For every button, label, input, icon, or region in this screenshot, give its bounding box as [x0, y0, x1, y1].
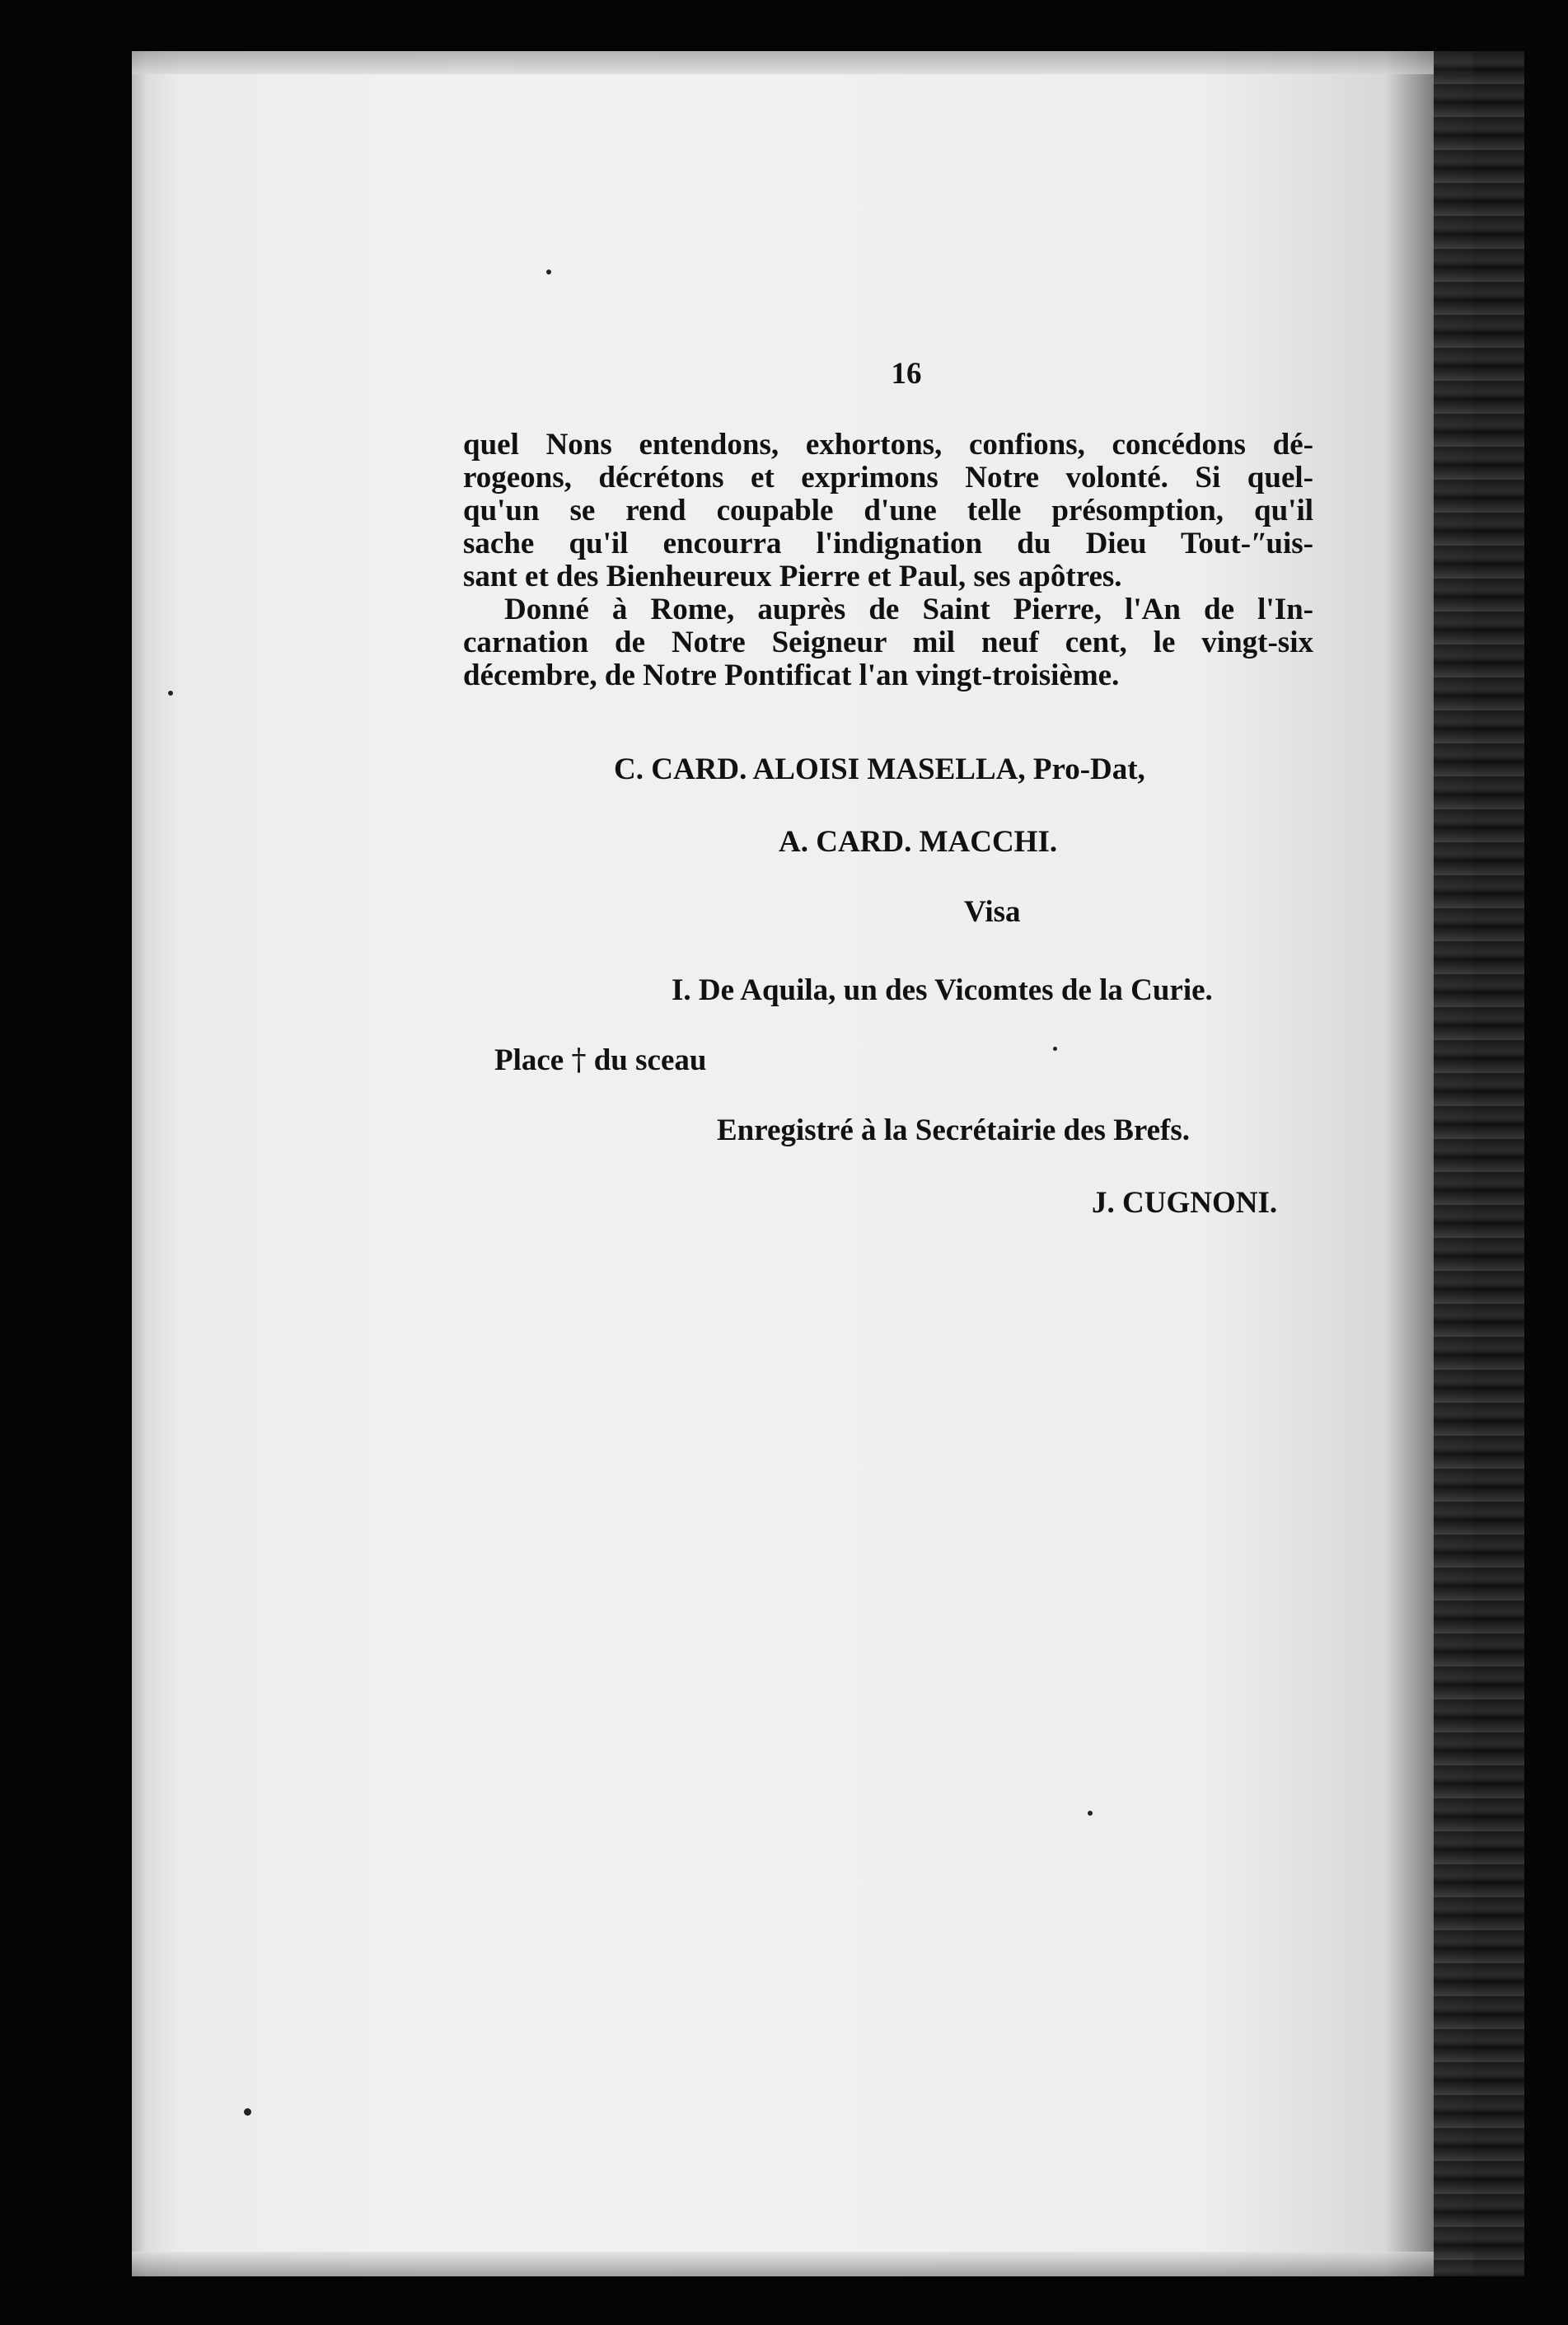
seal-suffix: du sceau [593, 1043, 707, 1077]
paragraph-closing-clause [463, 429, 1313, 593]
visa-label: Visa [964, 895, 1021, 929]
signature-cardinal-masella: C. CARD. ALOISI MASELLA, Pro-Dat, [614, 752, 1145, 786]
text-line: qu'un se rend coupable d'une telle présomption, qu'il [463, 495, 1313, 527]
signature-cardinal-macchi: A. CARD. MACCHI. [779, 825, 1058, 859]
text-line: rogeons, décrétons et exprimons Notre volonté. Si quel- [463, 462, 1313, 495]
cross-icon: † [571, 1043, 587, 1077]
paragraph-dating-clause [463, 593, 1313, 692]
seal-placement [494, 1043, 706, 1078]
text-line: décembre, de Notre Pontificat l'an vingt-troisième. [463, 659, 1120, 692]
text-line: quel Nons entendons, exhortons, confions, concédons dé- [463, 429, 1313, 462]
visa-signatory: I. De Aquila, un des Vicomtes de la Curie. [672, 973, 1213, 1007]
page-number: 16 [891, 357, 922, 391]
text-line: sache qu'il encourra l'indignation du Dieu Tout-ʺuis- [463, 527, 1313, 560]
text-line: sant et des Bienheureux Pierre et Paul, ses apôtres. [463, 560, 1122, 593]
text-line: carnation de Notre Seigneur mil neuf cent, le vingt-six [463, 626, 1313, 659]
text-line: Donné à Rome, auprès de Saint Pierre, l'An de l'In- [504, 593, 1313, 626]
registration-note: Enregistré à la Secrétairie des Brefs. [717, 1113, 1191, 1147]
registrar-signature: J. CUGNONI. [1092, 1186, 1278, 1220]
seal-prefix: Place [494, 1043, 564, 1077]
